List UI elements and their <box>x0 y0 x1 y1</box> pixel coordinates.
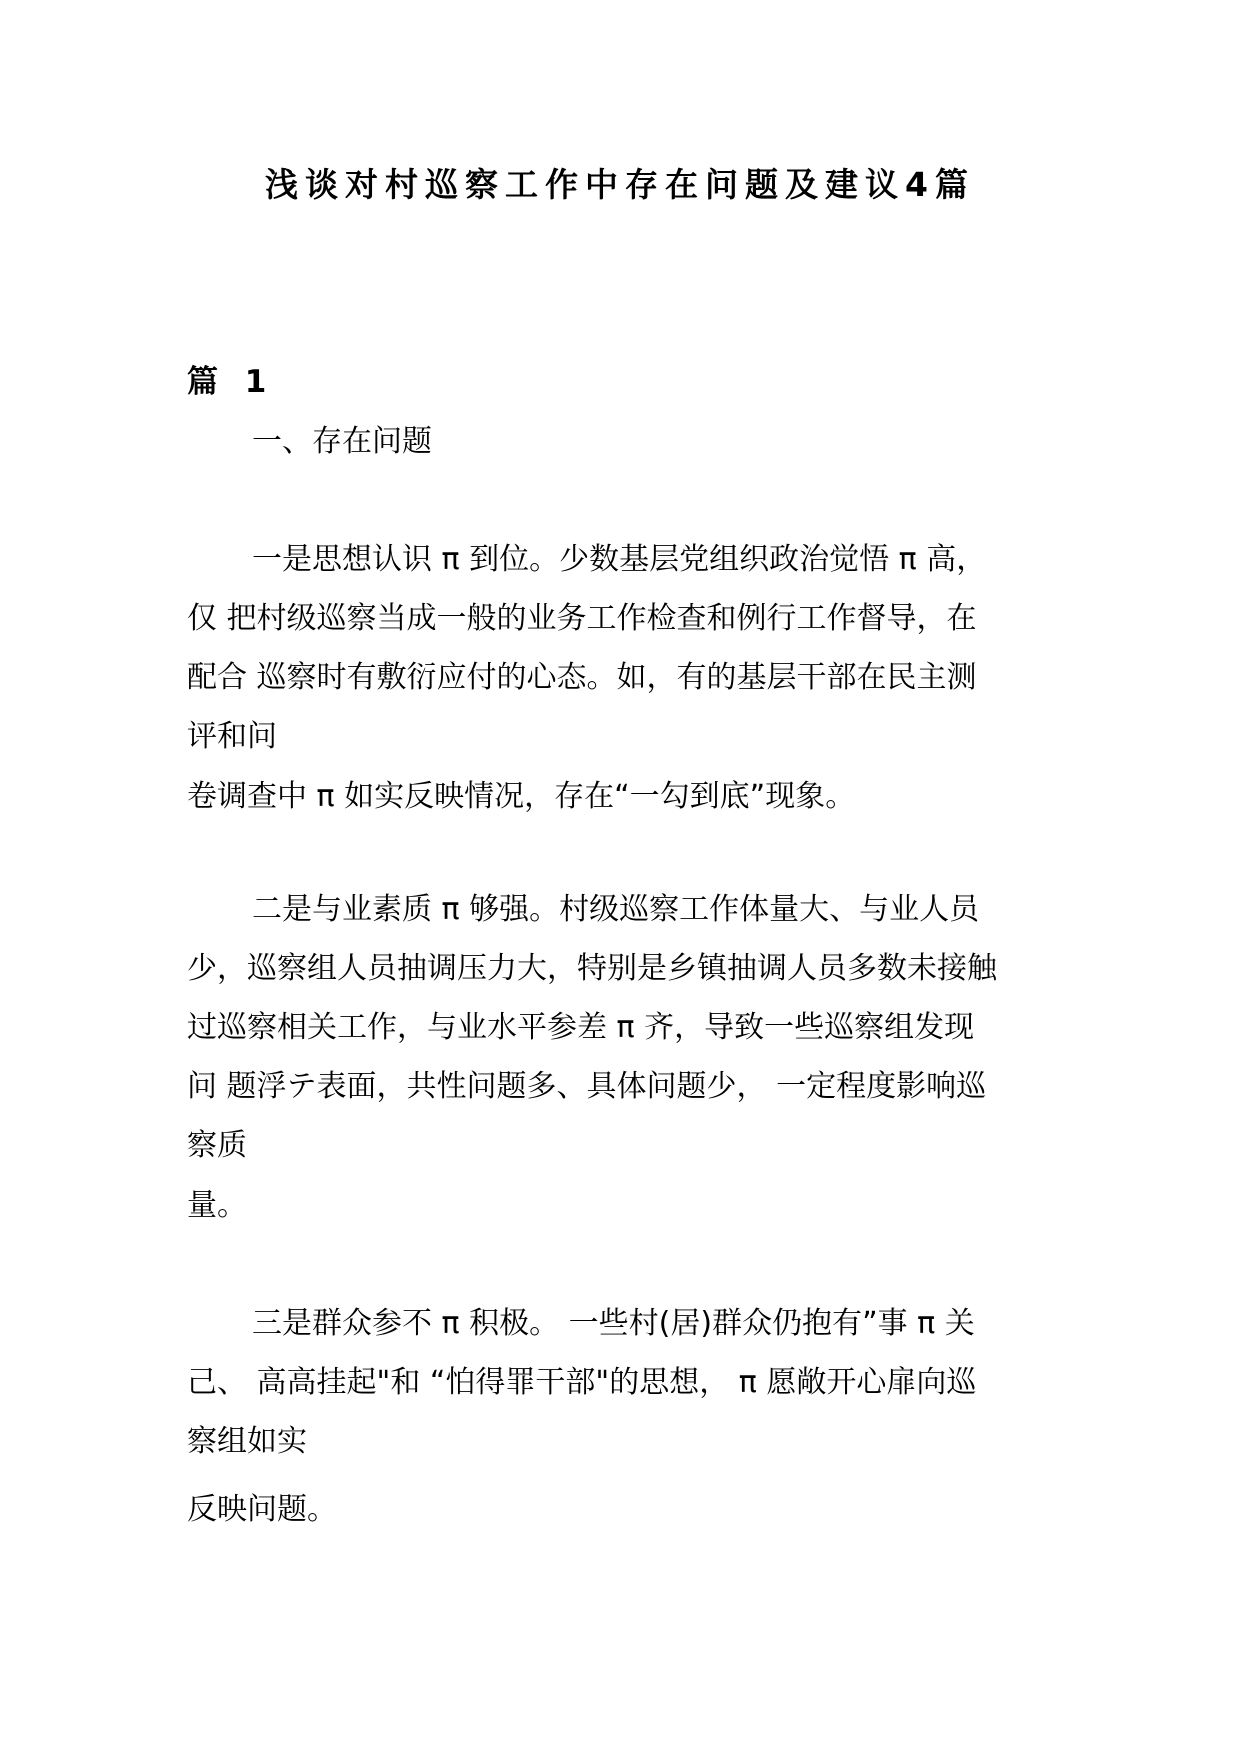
paragraph-3 <box>187 1294 1067 1471</box>
paragraph-2 <box>187 880 1067 1175</box>
paragraph-line: 评和问 <box>187 719 277 754</box>
paragraph-line: 察组如实 <box>187 1424 307 1459</box>
paragraph-line: 一是思想认识 π 到位。少数基层党组织政治觉悟 π 高， <box>252 542 987 577</box>
paragraph-line: 二是与业素质 π 够强。村级巡察工作体量大、与业人员 <box>252 892 980 927</box>
paragraph-line: 仅 把村级巡察当成一般的业务工作检查和例行工作督导，在 <box>187 601 977 636</box>
chapter-heading: 篇 1 <box>187 364 275 400</box>
paragraph-line: 问 题浮テ表面，共性问题多、具体问题少， 一定程度影响巡 <box>187 1069 987 1104</box>
paragraph-1 <box>187 530 1067 766</box>
paragraph-3-tail: 反映问题。 <box>187 1492 337 1527</box>
paragraph-line: 三是群众参不 π 积极。 一些村(居)群众仍抱有”事 π 关 <box>252 1306 975 1341</box>
paragraph-line: 少，巡察组人员抽调压力大，特别是乡镇抽调人员多数未接触 <box>187 951 997 986</box>
paragraph-line: 配合 巡察时有敷衍应付的心态。如，有的基层干部在民主测 <box>187 660 977 695</box>
paragraph-1-tail: 卷调查中 π 如实反映情况，存在“一勾到底”现象。 <box>187 779 856 814</box>
document-title: 浅谈对村巡察工作中存在问题及建议4篇 <box>265 165 975 204</box>
paragraph-line: 己、 高高挂起"和 “怕得罪干部"的思想， π 愿敞开心扉向巡 <box>187 1365 977 1400</box>
paragraph-line: 过巡察相关工作，与业水平参差 π 齐，导致一些巡察组发现 <box>187 1010 975 1045</box>
paragraph-2-tail: 量。 <box>187 1188 247 1223</box>
paragraph-line: 察质 <box>187 1128 247 1163</box>
section-heading: 一、存在问题 <box>252 424 432 459</box>
